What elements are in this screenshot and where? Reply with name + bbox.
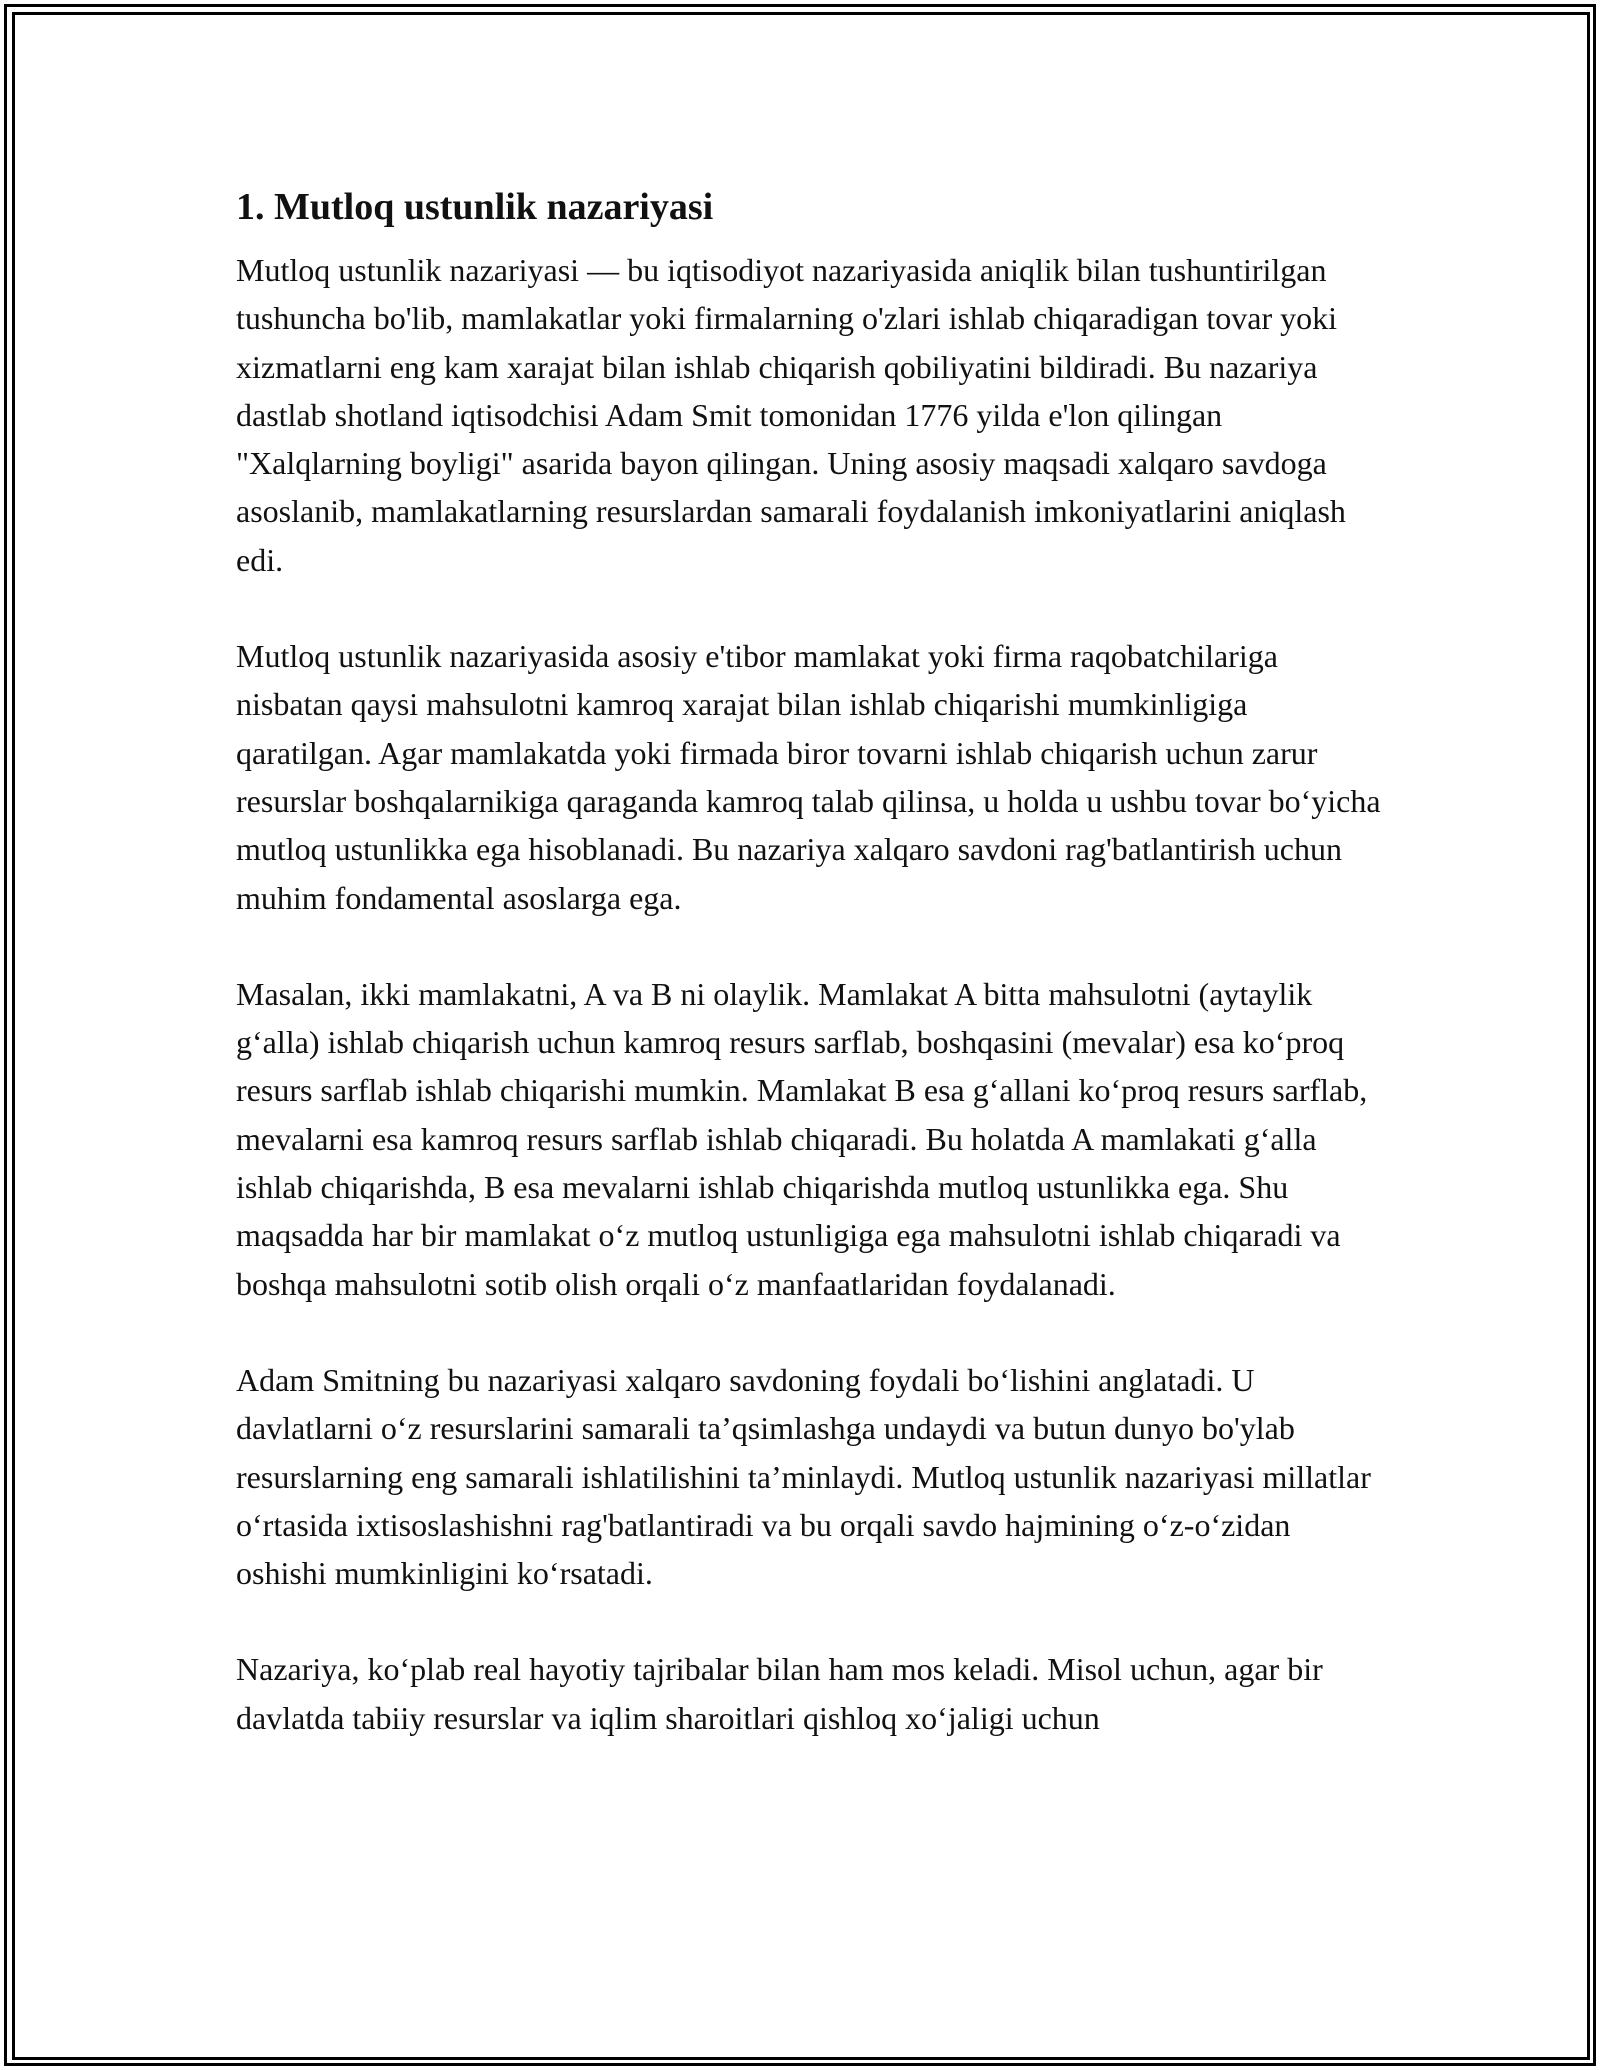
paragraph-5: Nazariya, ko‘plab real hayotiy tajribalar bilan ham mos keladi. Misol uchun, agar bir davlatda tabiiy resurslar va iqlim sharoitlari qishloq xo‘jaligi uchun — [236, 1651, 1323, 1736]
paragraph-2: Mutloq ustunlik nazariyasida asosiy e'tibor mamlakat yoki firma raqobatchilariga nisbatan qaysi mahsulotni kamroq xarajat bilan ishlab chiqarishi mumkinligiga qaratilgan. Agar mamlakatda yoki firmada biror tovarni ishlab chiqarish uchun zarur resurslar boshqalarnikiga qaraganda kamroq talab qilinsa, u holda u ushbu tovar bo‘yicha mutloq ustunlikka ega hisoblanadi. Bu nazariya xalqaro savdoni rag'batlantirish uchun muhim fondamental asoslarga ega. — [236, 638, 1381, 916]
paragraph-3: Masalan, ikki mamlakatni, A va B ni olaylik. Mamlakat A bitta mahsulotni (aytaylik g‘alla) ishlab chiqarish uchun kamroq resurs sarflab, boshqasini (mevalar) esa ko‘proq resurs sarflab ishlab chiqarishi mumkin. Mamlakat B esa g‘allani ko‘proq resurs sarflab, mevalarni esa kamroq resurs sarflab ishlab chiqaradi. Bu holatda A mamlakati g‘alla ishlab chiqarishda, B esa mevalarni ishlab chiqarishda mutloq ustunlikka ega. Shu maqsadda har bir mamlakat o‘z mutloq ustunligiga ega mahsulotni ishlab chiqaradi va boshqa mahsulotni sotib olish orqali o‘z manfaatlaridan foydalanadi. — [236, 975, 1368, 1302]
document-body — [236, 184, 1386, 1790]
section-heading: 1. Mutloq ustunlik nazariyasi — [236, 186, 714, 228]
paragraph-1: Mutloq ustunlik nazariyasi — bu iqtisodiyot nazariyasida aniqlik bilan tushuntirilgan tushuncha bo'lib, mamlakatlar yoki firmalarning o'zlari ishlab chiqaradigan tovar yoki xizmatlarni eng kam xarajat bilan ishlab chiqarish qobiliyatini bildiradi. Bu nazariya dastlab shotland iqtisodchisi Adam Smit tomonidan 1776 yilda e'lon qilingan "Xalqlarning boyligi" asarida bayon qilingan. Uning asosiy maqsadi xalqaro savdoga asoslanib, mamlakatlarning resurslardan samarali foydalanish imkoniyatlarini aniqlash edi. — [236, 252, 1346, 578]
paragraph-4: Adam Smitning bu nazariyasi xalqaro savdoning foydali bo‘lishini anglatadi. U davlatlarni o‘z resurslarini samarali ta’qsimlashga undaydi va butun dunyo bo'ylab resurslarning eng samarali ishlatilishini ta’minlaydi. Mutloq ustunlik nazariyasi millatlar o‘rtasida ixtisoslashishni rag'batlantiradi va bu orqali savdo hajmining o‘z-o‘zidan oshishi mumkinligini ko‘rsatadi. — [236, 1361, 1371, 1592]
